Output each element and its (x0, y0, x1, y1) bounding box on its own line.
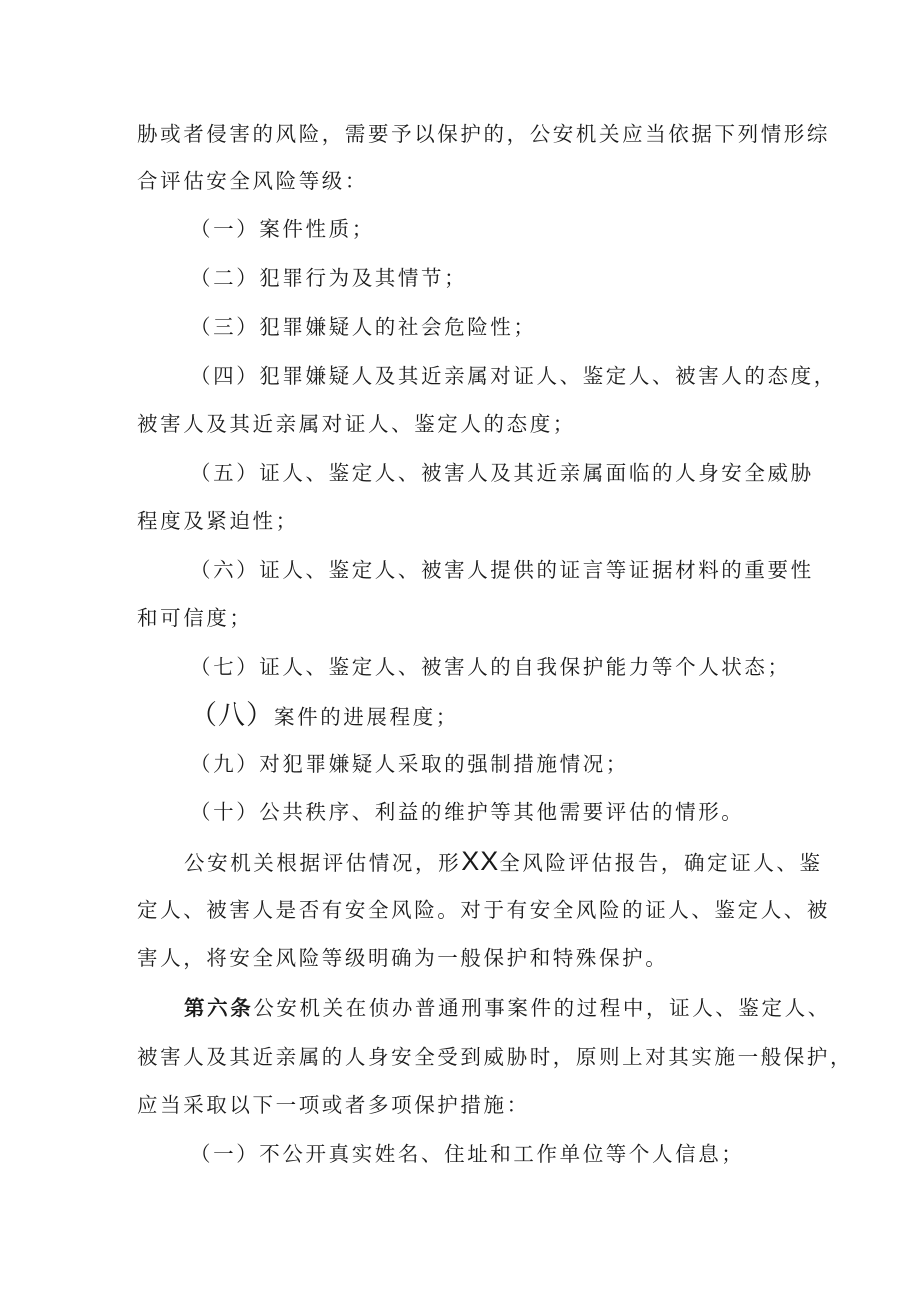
list-item: （四）犯罪嫌疑人及其近亲属对证人、鉴定人、被害人的态度， (190, 364, 837, 388)
list-item: （一）案件性质； (190, 217, 375, 241)
list-item: （十）公共秩序、利益的维护等其他需要评估的情形。 (190, 800, 745, 824)
paragraph-line: 胁或者侵害的风险，需要予以保护的，公安机关应当依据下列情形综 (137, 122, 830, 146)
report-text-b: 全风险评估报告，确定证人、鉴 (499, 851, 823, 875)
paragraph-line: 程度及紧迫性； (137, 509, 299, 533)
list-item: （六）证人、鉴定人、被害人提供的证言等证据材料的重要性 (190, 558, 814, 582)
paragraph-line: 被害人及其近亲属的人身安全受到威胁时，原则上对其实施一般保护， (137, 1045, 854, 1069)
article-six-line (184, 994, 831, 1022)
item8-text: 案件的进展程度； (274, 705, 459, 729)
paragraph-line: 合评估安全风险等级： (137, 169, 368, 193)
paragraph-line: 应当采取以下一项或者多项保护措施： (137, 1093, 530, 1117)
report-paragraph-line (184, 847, 823, 877)
paragraph-line: 定人、被害人是否有安全风险。对于有安全风险的证人、鉴定人、被 (137, 898, 830, 922)
paragraph-line: 被害人及其近亲属对证人、鉴定人的态度； (137, 412, 576, 436)
list-item: （五）证人、鉴定人、被害人及其近亲属面临的人身安全威胁 (190, 461, 814, 485)
list-item: （一）不公开真实姓名、住址和工作单位等个人信息； (190, 1142, 745, 1166)
report-mark: XX (461, 846, 500, 876)
list-item: （二）犯罪行为及其情节； (190, 266, 468, 290)
list-item-8 (190, 701, 459, 731)
paragraph-line: 和可信度； (137, 606, 253, 630)
article-six-label: 第六条 (184, 996, 254, 1020)
paragraph-line: 害人，将安全风险等级明确为一般保护和特殊保护。 (137, 946, 669, 970)
report-text-a: 公安机关根据评估情况，形 (184, 851, 462, 875)
list-item: （七）证人、鉴定人、被害人的自我保护能力等个人状态； (190, 655, 791, 679)
article-six-text: 公安机关在侦办普通刑事案件的过程中，证人、鉴定人、 (253, 996, 831, 1020)
item8-label: （八） (190, 700, 274, 730)
list-item: （三）犯罪嫌疑人的社会危险性； (190, 315, 537, 339)
list-item: （九）对犯罪嫌疑人采取的强制措施情况； (190, 752, 629, 776)
